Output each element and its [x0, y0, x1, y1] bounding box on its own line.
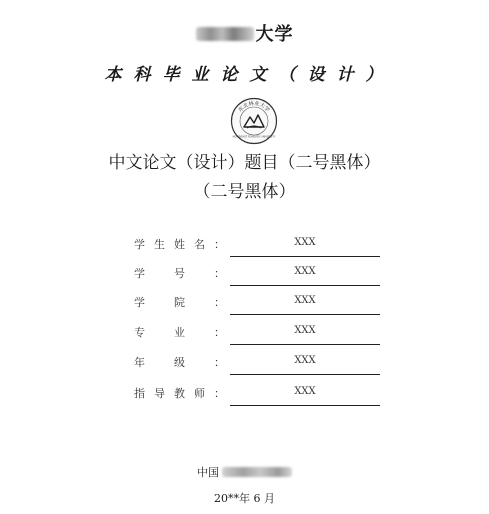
info-row: 专 业 ： XXX [134, 324, 384, 346]
info-row: 年 级 ： XXX [134, 354, 384, 376]
country-label: 中国 [197, 466, 219, 479]
footer-country [0, 464, 489, 480]
info-value: XXX [230, 324, 380, 345]
info-row: 学 院 ： XXX [134, 294, 384, 316]
document-subtitle: 本科毕业论文（设计） [104, 65, 395, 85]
info-value: XXX [230, 294, 380, 315]
seal-text: 东北林业大学 [237, 100, 271, 114]
info-value: XXX [230, 385, 380, 406]
thesis-title-line2: （二号黑体） [193, 182, 296, 202]
info-row: 学 号 ： XXX [134, 265, 384, 287]
thesis-title-line1: 中文论文（设计）题目（二号黑体） [108, 153, 381, 173]
footer-date: 20**年 6 月 [214, 492, 275, 505]
redacted-text [222, 467, 292, 477]
seal-text-en: NORTHEAST FORESTRY UNIVERSITY [232, 135, 276, 139]
redacted-text [196, 27, 254, 41]
info-row: 学 生 姓 名 ： XXX [134, 236, 384, 258]
info-row: 指 导 教 师 ： XXX [134, 385, 384, 407]
university-seal-icon [230, 97, 278, 145]
info-value: XXX [230, 354, 380, 375]
university-suffix: 大学 [255, 24, 294, 45]
info-value: XXX [230, 236, 380, 257]
info-value: XXX [230, 265, 380, 286]
university-name [0, 20, 489, 46]
